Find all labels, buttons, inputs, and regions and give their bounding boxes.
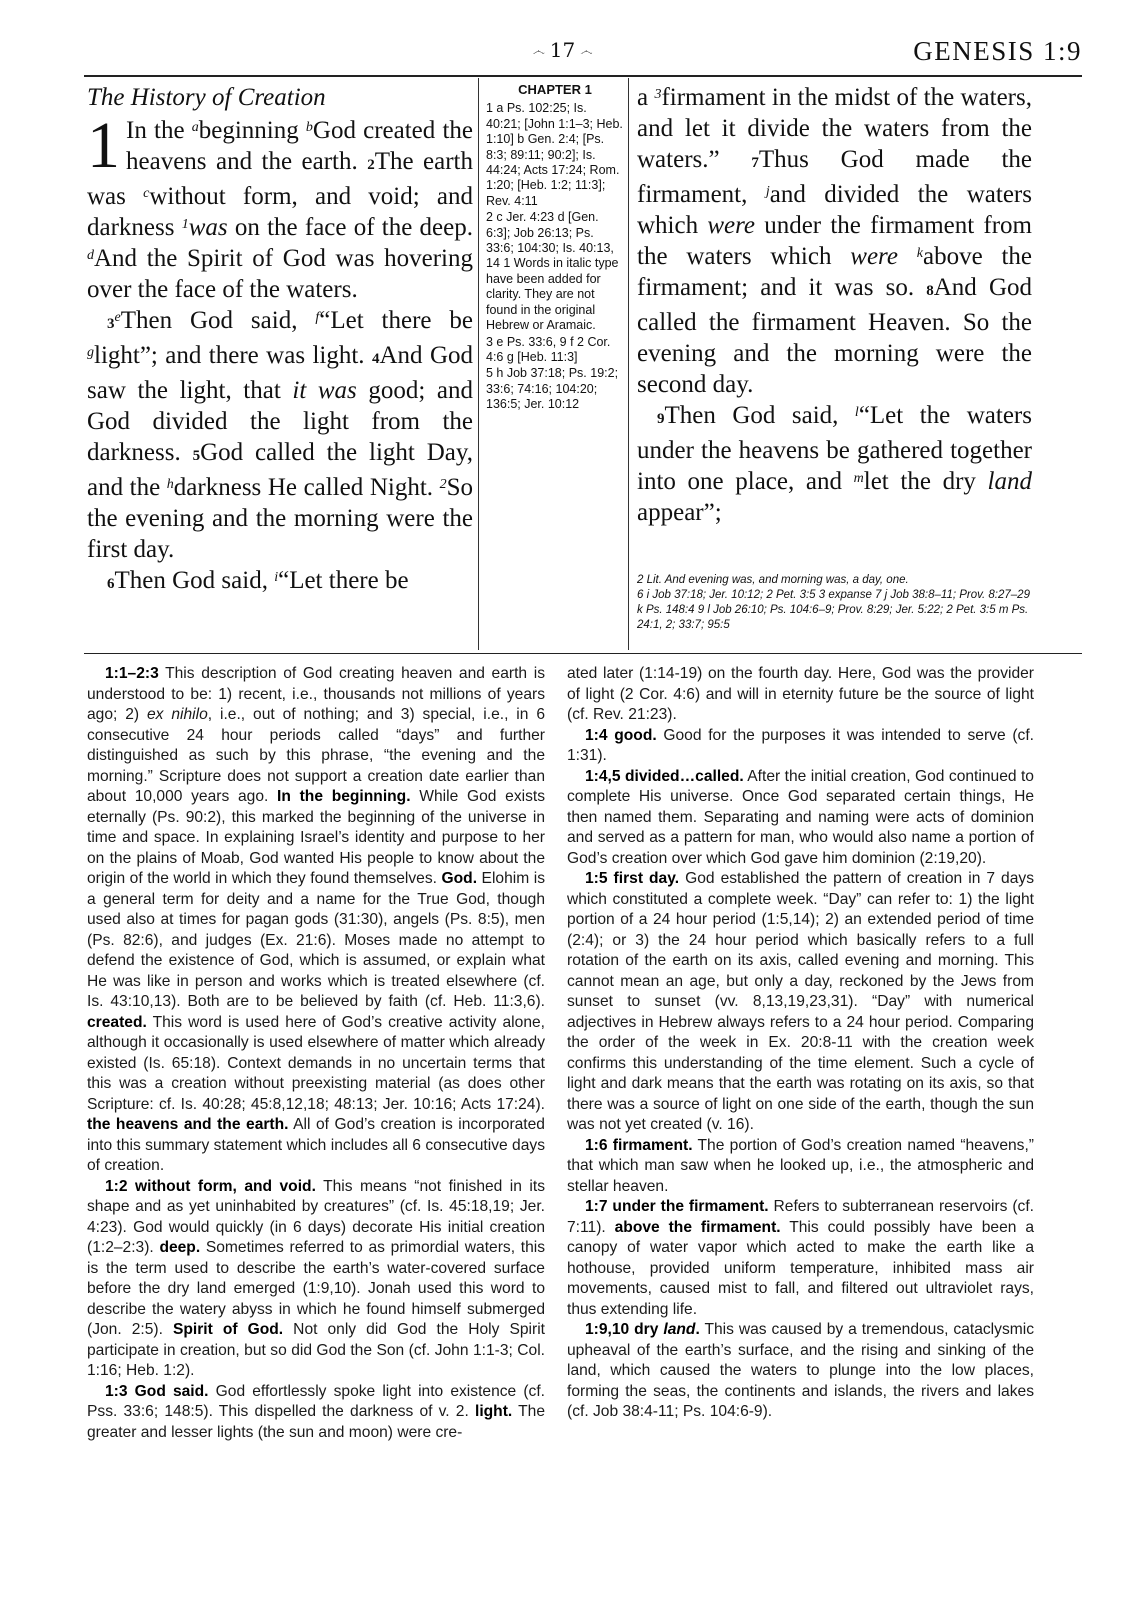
- page-number-block: [510, 38, 615, 62]
- reference-entry: 2 c Jer. 4:23 d [Gen. 6:3]; Job 26:13; Ps. 33:6; 104:30; Is. 40:13, 14 1 Words in italic type have been added for clarity. They are not found in the original Hebrew or Aramaic.: [486, 210, 619, 333]
- ornament-left-icon: ෴: [532, 44, 545, 59]
- page-number: 17: [549, 38, 576, 62]
- chapter-drop-cap: 1: [87, 109, 120, 182]
- running-title: GENESIS 1:9: [913, 36, 1082, 66]
- commentary-left-column: 1:1–2:3 This description of God creating heaven and earth is understood to be: 1) recent, i.e., thousands not millions of years ago; 2) ex nihilo, i.e., out of nothing; and 3) special, i.e., in 6 consecutive 24 hour periods called “days” and further distinguished as such by this phrase, “the evening and the morning.” Scripture does not support a creation date earlier than about 10,000 years ago. In the beginning. While God exists eternally (Ps. 90:2), this marked the beginning of the universe in time and space. In explaining Israel’s identity and purpose to her on the plains of Moab, God wanted His people to know about the origin of the world in which they found themselves. God. Elohim is a general term for deity and a name for the True God, though used also at times for pagan gods (31:30), angels (Ps. 8:5), men (Ps. 82:6), and judges (Ex. 21:6). Moses made no attempt to defend the existence of God, which is assumed, or explain what He was like in person and works which is treated elsewhere (cf. Is. 43:10,13). Both are to be believed by faith (cf. Heb. 11:3,6). created. This word is used here of God’s creative activity alone, although it occasionally is used elsewhere of matter which already existed (Is. 65:18). Context demands in no uncertain terms that this was a creation without preexisting material (as does other Scripture: cf. Is. 40:28; 45:8,12,18; 48:13; Jer. 10:16; Acts 17:24). the heavens and the earth. All of God’s creation is incorporated into this summary statement which includes all 6 consecutive days of creation. 1:2 without form, and void. This means “not finished in its shape and as yet uninhabited by creatures” (cf. Is. 45:18,19; Jer. 4:23). God would quickly (in 6 days) decorate His initial creation (1:2–2:3). deep. Sometimes referred to as primordial waters, this is the term used to describe the earth’s water-covered surface before the dry land emerged (1:9,10). Jonah used this word to describe the watery abyss in which he found himself submerged (Jon. 2:5). Spirit of God. Not only did God the Holy Spirit participate in creation, but so did God the Son (cf. John 1:1-3; Col. 1:16; Heb. 1:2). 1:3 God said. God effortlessly spoke light into existence (cf. Pss. 33:6; 148:5). This dispelled the darkness of v. 2. light. The greater and lesser lights (the sun and moon) were cre-: [87, 665, 546, 1441]
- column-divider-left: [478, 78, 479, 650]
- reference-entry: 1 a Ps. 102:25; Is. 40:21; [John 1:1–3; Heb. 1:10] b Gen. 2:4; [Ps. 8:3; 89:11; 90:2]; Is. 44:24; Acts 17:24; Rom. 1:20; [Heb. 1:2; 11:3]; Rev. 4:11: [486, 101, 623, 208]
- scripture-left-column: [87, 82, 473, 600]
- header-rule: [84, 75, 1082, 77]
- commentary-right-column: ated later (1:14-19) on the fourth day. Here, God was the provider of light (2 Cor. 4:6) and will in eternity future be the source of light (cf. Rev. 21:23). 1:4 good. Good for the purposes it was intended to serve (cf. 1:31). 1:4,5 divided…called. After the initial creation, God continued to complete His universe. Once God separated certain things, He then named them. Separating and naming were acts of dominion and served as a pattern for man, who would also name a portion of God’s creation over which God gave him dominion (2:19,20). 1:5 first day. God established the pattern of creation in 7 days which constituted a complete week. “Day” can refer to: 1) the light portion of a 24 hour period (1:5,14); 2) an extended period of time (2:4); or 3) the 24 hour period which basically refers to a full rotation of the earth on its axis, called evening and morning. This cannot mean an age, but only a day, reckoned by the Jews from sunset to sunset (vv. 8,13,19,23,31). “Day” with numerical adjectives in Hebrew always refers to a 24 hour period. Comparing the order of the week in Ex. 20:8-11 with the creation week confirms this understanding of the time element. Such a cycle of light and dark means that the earth was rotating on its axis, so that there was a source of light on one side of the earth, though the sun was not yet created (v. 16). 1:6 firmament. The portion of God’s creation named “heavens,” that which man saw when he looked up, i.e., the atmospheric and stellar heaven. 1:7 under the firmament. Refers to subterranean reservoirs (cf. 7:11). above the firmament. This could possibly have been a canopy of water vapor which acted to make the earth like a hothouse, provided uniform temperature, inhibited mass air movements, caused mist to fall, and filtered out ultraviolet rays, thus extending life. 1:9,10 dry land. This was caused by a tremendous, cataclysmic upheaval of the earth’s surface, and the rising and sinking of the land, which caused the waters to plunge into the low places, forming the seas, the continents and islands, the rivers and lakes (cf. Job 38:4-11; Ps. 104:6-9).: [567, 665, 1035, 1420]
- ornament-right-icon: ෴: [580, 44, 593, 59]
- footnote: 2 Lit. And evening was, and morning was, a day, one.: [637, 574, 909, 586]
- scripture-right-column: [637, 82, 1032, 528]
- footnote: 6 i Job 37:18; Jer. 10:12; 2 Pet. 3:5 3 expanse 7 j Job 38:8–11; Prov. 8:27–29 k Ps. 148:4 9 l Job 26:10; Ps. 104:6–9; Prov. 8:29; Jer. 5:22; 2 Pet. 3:5 m Ps. 24:1, 2; 33:7; 95:5: [637, 589, 1030, 631]
- column-divider-right: [628, 78, 629, 650]
- cross-reference-column: [486, 82, 624, 414]
- footnotes: [637, 573, 1037, 633]
- commentary-rule: [84, 653, 1082, 654]
- reference-entry: 3 e Ps. 33:6, 9 f 2 Cor. 4:6 g [Heb. 11:3]: [486, 334, 611, 364]
- reference-entry: 5 h Job 37:18; Ps. 19:2; 33:6; 74:16; 104:20; 136:5; Jer. 10:12: [486, 366, 619, 412]
- scripture-right-text: a $^3$firmament in the midst of the waters, and let it divide the waters from the waters.” 7Thus God made the firmament, $^j$and divided the waters which were under the firmament from the waters which were $^k$above the firmament; and it was so. 8And God called the firmament Heaven. So the evening and the morning were the second day. 9Then God said, $^l$“Let the waters under the heavens be gathered together into one place, and $^m$let the dry land appear”;: [637, 84, 1033, 526]
- scripture-left-text: 1 In the $^a$beginning $^b$God created the heavens and the earth. 2The earth was $^c$without form, and void; and darkness $^1$was on the face of the deep. $^d$And the Spirit of God was hovering over the face of the waters. 3eThen God said, $^f$“Let there be $^g$light”; and there was light. 4And God saw the light, that it was good; and God divided the light from the darkness. 5God called the light Day, and the $^h$darkness He called Night. $^2$So the evening and the morning were the first day. 6Then God said, $^i$“Let there be: [87, 109, 474, 594]
- section-heading: The History of Creation: [87, 84, 326, 111]
- chapter-label: CHAPTER 1: [518, 82, 592, 97]
